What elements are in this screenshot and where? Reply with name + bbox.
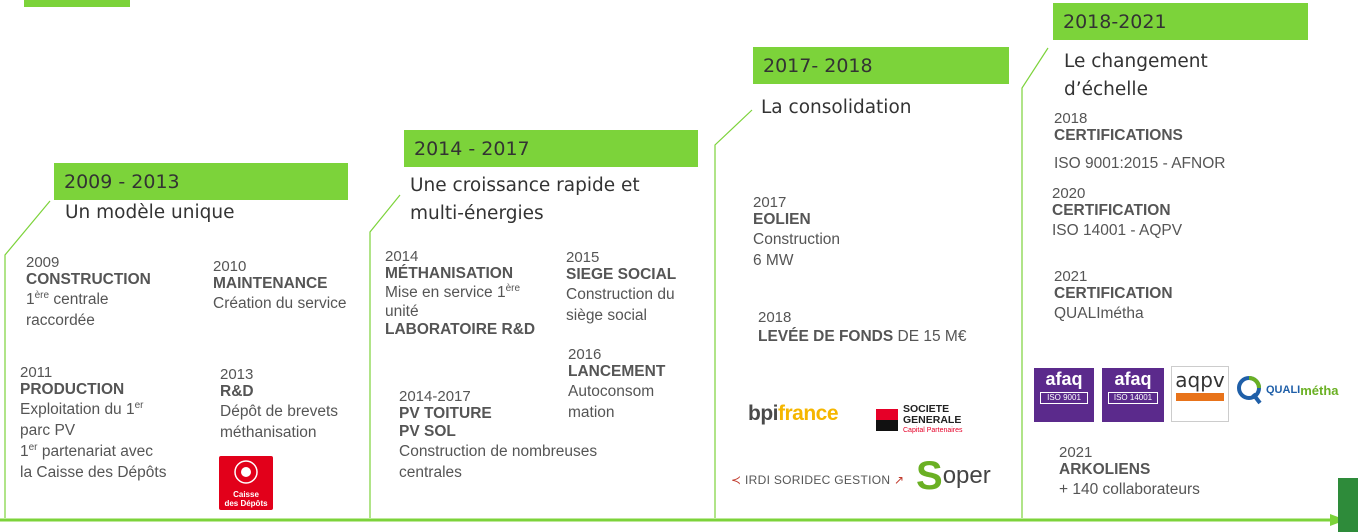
period-1-header: 2009 - 2013	[54, 163, 348, 200]
event-year: 2011	[20, 364, 53, 381]
corner-green-block	[1338, 478, 1358, 532]
event-text: Création du service	[213, 295, 347, 312]
event-2020-certification	[1052, 185, 1182, 241]
afaq-iso9001-logo: afaq ISO 9001	[1034, 368, 1094, 422]
event-title: CERTIFICATIONS	[1054, 127, 1183, 144]
event-title: PRODUCTION	[20, 381, 125, 398]
event-text: QUALIméthа	[1054, 305, 1144, 322]
event-year: 2020	[1052, 185, 1086, 202]
event-title: CONSTRUCTION	[26, 271, 151, 288]
event-year: 2017	[753, 194, 787, 211]
soper-logo: S oper	[916, 454, 991, 498]
event-2009	[26, 254, 151, 331]
event-year: 2010	[213, 258, 247, 275]
event-title: LANCEMENT	[568, 363, 666, 380]
afaq-iso14001-logo: afaq ISO 14001	[1102, 368, 1164, 422]
event-title: CERTIFICATION	[1054, 285, 1173, 302]
event-2011	[20, 364, 166, 483]
period-line-2	[370, 195, 400, 518]
event-text: Construction du siège social	[566, 286, 675, 324]
period-2-subtitle: Une croissance rapide et multi-énergies	[410, 175, 640, 224]
period-3-subtitle: La consolidation	[761, 97, 912, 118]
event-year: 2009	[26, 254, 60, 271]
period-line-4	[1022, 48, 1048, 518]
event-year: 2014	[385, 248, 419, 265]
event-year: 2021	[1059, 444, 1093, 461]
event-text: Autoconsom mation	[568, 383, 655, 421]
event-title: EOLIEN	[753, 211, 811, 228]
event-year: 2014-2017	[399, 388, 471, 405]
event-year: 2015	[566, 249, 600, 266]
event-year: 2018	[1054, 110, 1088, 127]
event-title: MÉTHANISATION	[385, 265, 514, 282]
period-4-subtitle: Le changement d’échelle	[1064, 51, 1208, 100]
event-title: LEVÉE DE FONDS DE 15 M€	[758, 328, 967, 345]
event-text: ISO 14001 - AQPV	[1052, 222, 1183, 239]
event-text: ISO 9001:2015 - AFNOR	[1054, 155, 1226, 172]
irdi-soridec-logo: ≺ IRDI SORIDEC GESTION ↗	[731, 473, 905, 487]
event-2010	[213, 258, 347, 314]
soper-s-icon: S	[916, 454, 943, 498]
event-2021-certification	[1054, 268, 1173, 324]
period-1-subtitle: Un modèle unique	[65, 202, 235, 223]
event-year: 2016	[568, 346, 602, 363]
event-year: 2021	[1054, 268, 1088, 285]
event-title: ARKOLIENS	[1059, 461, 1151, 478]
event-2021-arkoliens	[1059, 444, 1200, 500]
caisse-des-depots-logo: Caisse des Dépôts	[219, 456, 273, 510]
event-text: 1ère centrale raccordée	[26, 289, 109, 329]
event-text: + 140 collaborateurs	[1059, 481, 1200, 498]
event-text: Construction 6 MW	[753, 231, 841, 269]
event-2014	[385, 248, 535, 339]
event-title: CERTIFICATION	[1052, 202, 1171, 219]
event-text: Mise en service 1ère unité	[385, 282, 521, 320]
event-year: 2018	[758, 309, 792, 326]
event-year: 2013	[220, 366, 254, 383]
event-title: SIEGE SOCIAL	[566, 266, 677, 283]
event-2014-2017	[399, 388, 597, 483]
event-title: MAINTENANCE	[213, 275, 328, 292]
event-text: Construction de nombreuses centrales	[399, 443, 598, 481]
event-title-2: LABORATOIRE R&D	[385, 321, 536, 338]
event-2017	[753, 194, 840, 271]
top-accent-bar	[24, 0, 130, 7]
event-title: R&D	[220, 383, 254, 400]
event-2018-funding	[758, 309, 966, 347]
event-text: Dépôt de brevets méthanisation	[220, 403, 339, 441]
event-2018-certifications	[1054, 110, 1225, 174]
period-4-header: 2018-2021	[1053, 3, 1308, 40]
period-line-3	[715, 110, 752, 518]
period-2-header: 2014 - 2017	[404, 130, 698, 167]
event-title-2: PV SOL	[399, 423, 456, 440]
event-2015	[566, 249, 676, 326]
event-text: Exploitation du 1er parc PV 1er partenariat avec la Caisse des Dépôts	[20, 399, 167, 481]
seal-icon	[231, 459, 261, 485]
qualimetha-logo: QUALI métha	[1236, 375, 1339, 405]
bpifrance-logo: bpi france	[748, 402, 839, 425]
event-title: PV TOITURE	[399, 405, 492, 422]
event-2013	[220, 366, 338, 443]
qualimetha-q-icon	[1236, 375, 1264, 405]
societe-generale-logo: SOCIETE GENERALE Capital Partenaires	[876, 404, 963, 435]
sg-square-icon	[876, 409, 898, 431]
period-3-header: 2017- 2018	[753, 47, 1009, 84]
aqpv-logo: aqpv	[1171, 366, 1229, 422]
